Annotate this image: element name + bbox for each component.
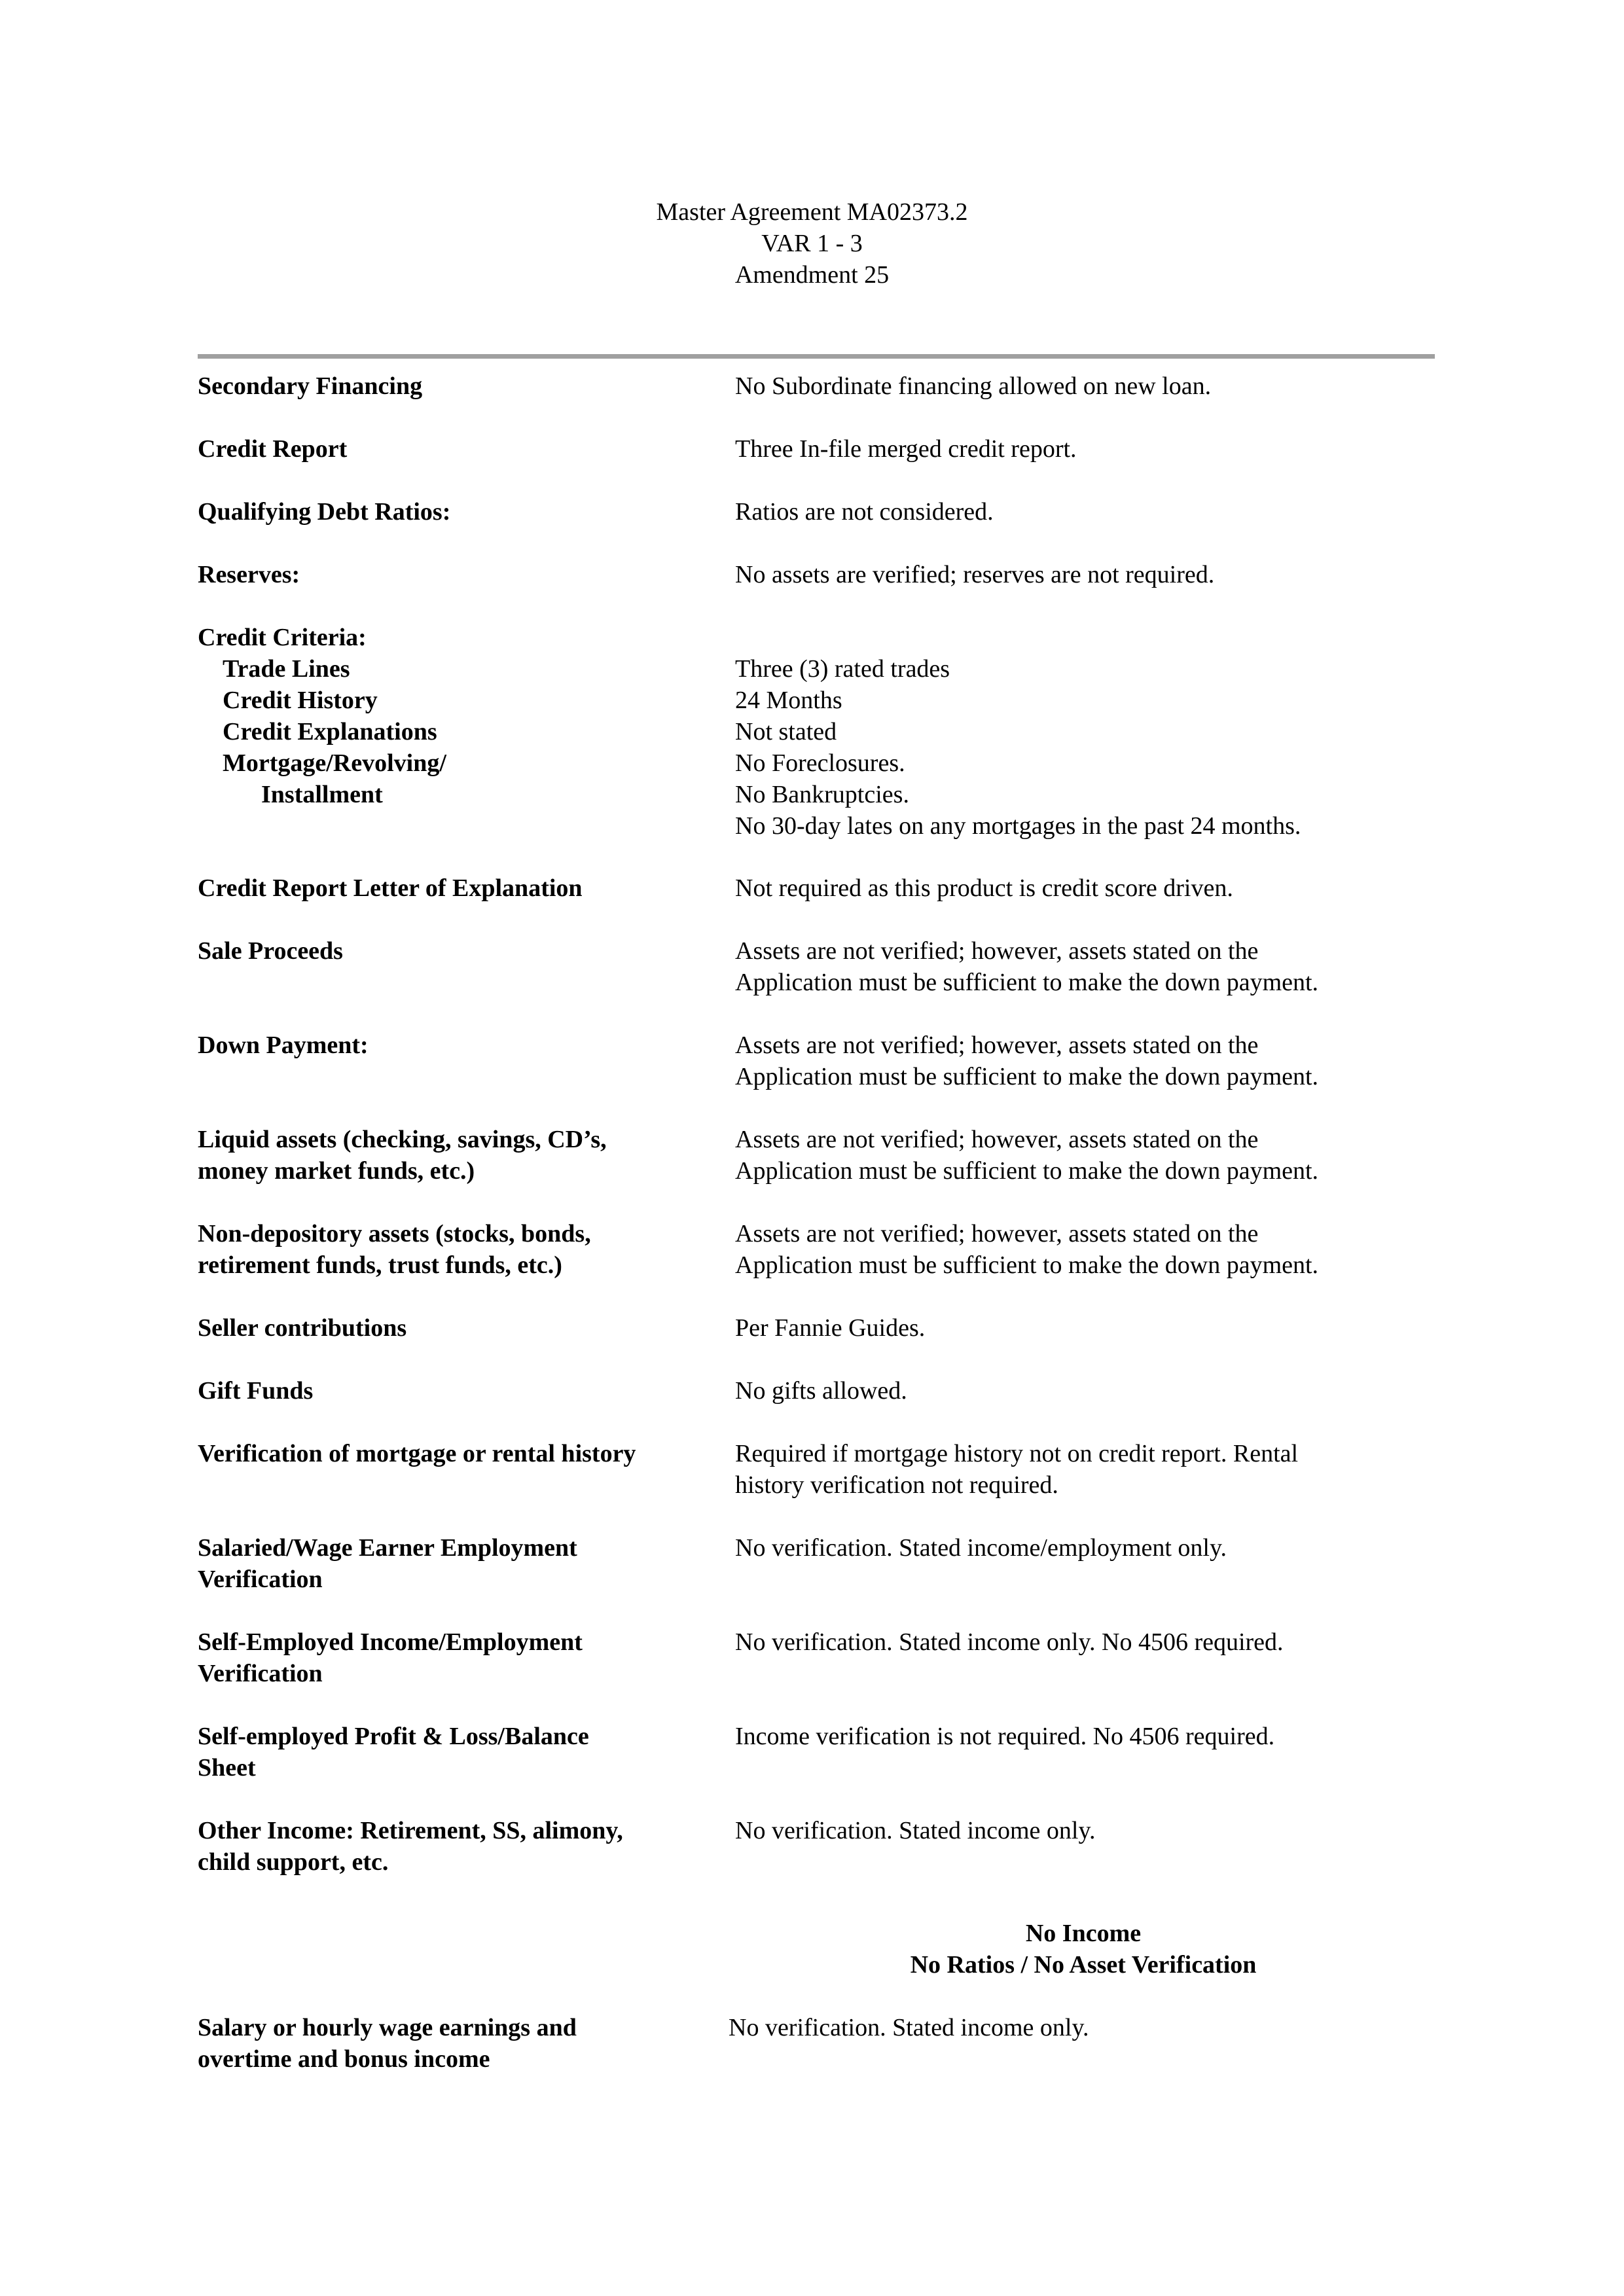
self-employed-label-line2: Verification: [198, 1660, 323, 1687]
credit-history-label: Credit History: [223, 687, 378, 714]
salary-wage-label-line2: overtime and bonus income: [198, 2045, 490, 2073]
seller-contributions-value: Per Fannie Guides.: [735, 1314, 926, 1342]
salary-wage-label-line1: Salary or hourly wage earnings and: [198, 2014, 577, 2041]
other-income-label-line2: child support, etc.: [198, 1848, 389, 1876]
liquid-assets-value: [735, 1124, 1442, 1187]
non-depository-label-line1: Non-depository assets (stocks, bonds,: [198, 1220, 591, 1247]
qualifying-ratios-label: Qualifying Debt Ratios:: [198, 498, 451, 526]
reserves-label: Reserves:: [198, 561, 300, 588]
amendment-number: Amendment 25: [734, 261, 890, 289]
pnl-label-line1: Self-employed Profit & Loss/Balance: [198, 1723, 589, 1750]
vom-value: [735, 1438, 1442, 1501]
self-employed-value: No verification. Stated income only. No 4506 required.: [735, 1628, 1284, 1656]
sale-proceeds-value: [735, 935, 1442, 998]
section-heading-line1: No Income: [1025, 1920, 1142, 1947]
trade-lines-value: Three (3) rated trades: [735, 655, 950, 683]
salaried-label-line2: Verification: [198, 1566, 323, 1593]
vom-label: Verification of mortgage or rental history: [198, 1440, 636, 1467]
agreement-number: Master Agreement MA02373.2: [656, 198, 968, 226]
non-depository-label-line2: retirement funds, trust funds, etc.): [198, 1251, 562, 1279]
salary-wage-value: No verification. Stated income only.: [729, 2014, 1089, 2041]
sale-proceeds-label: Sale Proceeds: [198, 937, 343, 965]
credit-criteria-heading: Credit Criteria:: [198, 624, 367, 651]
vom-value-line2: history verification not required.: [735, 1471, 1058, 1499]
installment-label: Installment: [261, 781, 383, 808]
secondary-financing-value: No Subordinate financing allowed on new loan.: [735, 372, 1212, 400]
credit-report-label: Credit Report: [198, 435, 348, 463]
no-lates-value: No 30-day lates on any mortgages in the past 24 months.: [735, 812, 1301, 840]
mortgage-revolving-label: Mortgage/Revolving/: [223, 749, 446, 777]
liquid-assets-value-line2: Application must be sufficient to make the down payment.: [735, 1157, 1319, 1185]
credit-loe-label: Credit Report Letter of Explanation: [198, 874, 583, 902]
salaried-label-line1: Salaried/Wage Earner Employment: [198, 1534, 577, 1562]
gift-funds-value: No gifts allowed.: [735, 1377, 907, 1405]
credit-history-value: 24 Months: [735, 687, 842, 714]
salaried-value: No verification. Stated income/employment only.: [735, 1534, 1227, 1562]
other-income-value: No verification. Stated income only.: [735, 1817, 1096, 1844]
credit-loe-value: Not required as this product is credit score driven.: [735, 874, 1233, 902]
non-depository-label: [198, 1218, 708, 1281]
non-depository-value: [735, 1218, 1442, 1281]
down-payment-value-line1: Assets are not verified; however, assets stated on the: [735, 1031, 1259, 1059]
credit-criteria-label: [198, 622, 708, 810]
sale-proceeds-value-line2: Application must be sufficient to make the down payment.: [735, 969, 1319, 996]
reserves-value: No assets are verified; reserves are not required.: [735, 561, 1215, 588]
section-heading: [772, 1918, 1394, 1981]
other-income-label-line1: Other Income: Retirement, SS, alimony,: [198, 1817, 623, 1844]
header-divider: [198, 354, 1435, 359]
non-depository-value-line2: Application must be sufficient to make the down payment.: [735, 1251, 1319, 1279]
liquid-assets-label: [198, 1124, 708, 1187]
other-income-label: [198, 1815, 708, 1878]
vom-value-line1: Required if mortgage history not on credit report. Rental: [735, 1440, 1299, 1467]
liquid-assets-value-line1: Assets are not verified; however, assets stated on the: [735, 1126, 1259, 1153]
credit-explanations-label: Credit Explanations: [223, 718, 437, 745]
pnl-label: [198, 1721, 708, 1784]
credit-criteria-values: [735, 653, 1442, 842]
no-foreclosures-value: No Foreclosures.: [735, 749, 905, 777]
salary-wage-label: [198, 2012, 708, 2075]
down-payment-value: [735, 1030, 1442, 1092]
down-payment-label: Down Payment:: [198, 1031, 369, 1059]
var-number: VAR 1 - 3: [761, 230, 863, 257]
credit-report-value: Three In-file merged credit report.: [735, 435, 1077, 463]
sale-proceeds-value-line1: Assets are not verified; however, assets stated on the: [735, 937, 1259, 965]
secondary-financing-label: Secondary Financing: [198, 372, 423, 400]
section-heading-line2: No Ratios / No Asset Verification: [910, 1951, 1257, 1979]
salaried-label: [198, 1532, 708, 1595]
liquid-assets-label-line2: money market funds, etc.): [198, 1157, 475, 1185]
self-employed-label-line1: Self-Employed Income/Employment: [198, 1628, 583, 1656]
liquid-assets-label-line1: Liquid assets (checking, savings, CD’s,: [198, 1126, 607, 1153]
pnl-value: Income verification is not required. No 4506 required.: [735, 1723, 1275, 1750]
gift-funds-label: Gift Funds: [198, 1377, 314, 1405]
non-depository-value-line1: Assets are not verified; however, assets stated on the: [735, 1220, 1259, 1247]
down-payment-value-line2: Application must be sufficient to make the down payment.: [735, 1063, 1319, 1090]
trade-lines-label: Trade Lines: [223, 655, 350, 683]
pnl-label-line2: Sheet: [198, 1754, 256, 1782]
document-header: [0, 196, 1624, 291]
self-employed-label: [198, 1626, 708, 1689]
qualifying-ratios-value: Ratios are not considered.: [735, 498, 994, 526]
credit-explanations-value: Not stated: [735, 718, 837, 745]
seller-contributions-label: Seller contributions: [198, 1314, 407, 1342]
no-bankruptcies-value: No Bankruptcies.: [735, 781, 909, 808]
